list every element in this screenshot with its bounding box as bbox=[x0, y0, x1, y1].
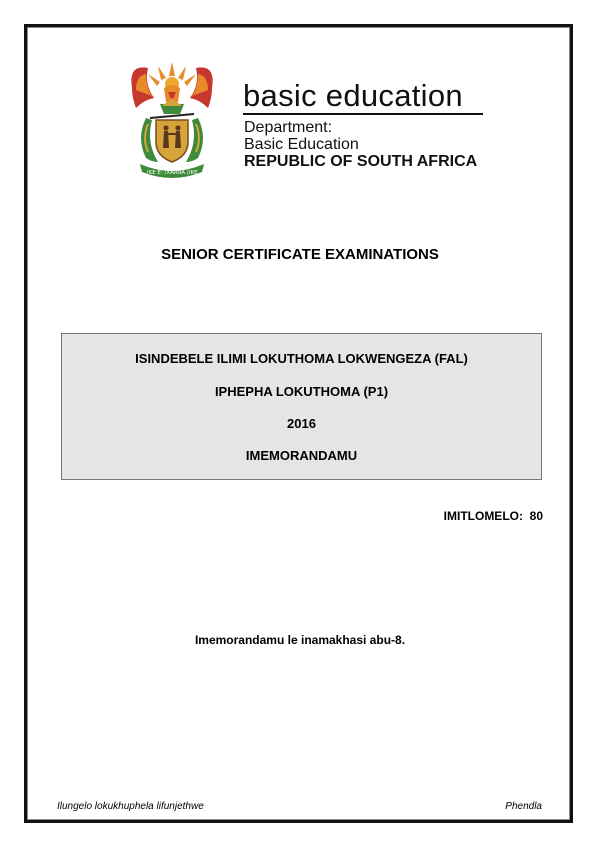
footer-turn-over: Phendla bbox=[505, 801, 542, 812]
footer-copyright: Ilungelo lokukhuphela lifunjethwe bbox=[57, 801, 204, 812]
exam-heading: SENIOR CERTIFICATE EXAMINATIONS bbox=[161, 246, 439, 263]
total-marks: IMITLOMELO: 80 bbox=[443, 509, 543, 523]
subject-title: ISINDEBELE ILIMI LOKUTHOMA LOKWENGEZA (FAL) bbox=[135, 351, 468, 366]
coat-of-arms-logo bbox=[124, 58, 220, 180]
paper-title: IPHEPHA LOKUTHOMA (P1) bbox=[214, 384, 389, 399]
document-type: IMEMORANDAMU bbox=[245, 448, 358, 463]
subject-box bbox=[61, 333, 542, 480]
page-count-note: Imemorandamu le inamakhasi abu-8. bbox=[194, 633, 406, 647]
brand-divider bbox=[243, 113, 483, 115]
department-name: Basic Education bbox=[244, 136, 359, 153]
brand-title: basic education bbox=[243, 78, 463, 113]
department-label: Department: bbox=[244, 119, 333, 136]
coat-of-arms-graphic bbox=[124, 58, 220, 180]
exam-year: 2016 bbox=[287, 416, 316, 431]
motto-text: !KE E: /XARRA //KE bbox=[146, 170, 198, 176]
country-name: REPUBLIC OF SOUTH AFRICA bbox=[244, 153, 478, 170]
